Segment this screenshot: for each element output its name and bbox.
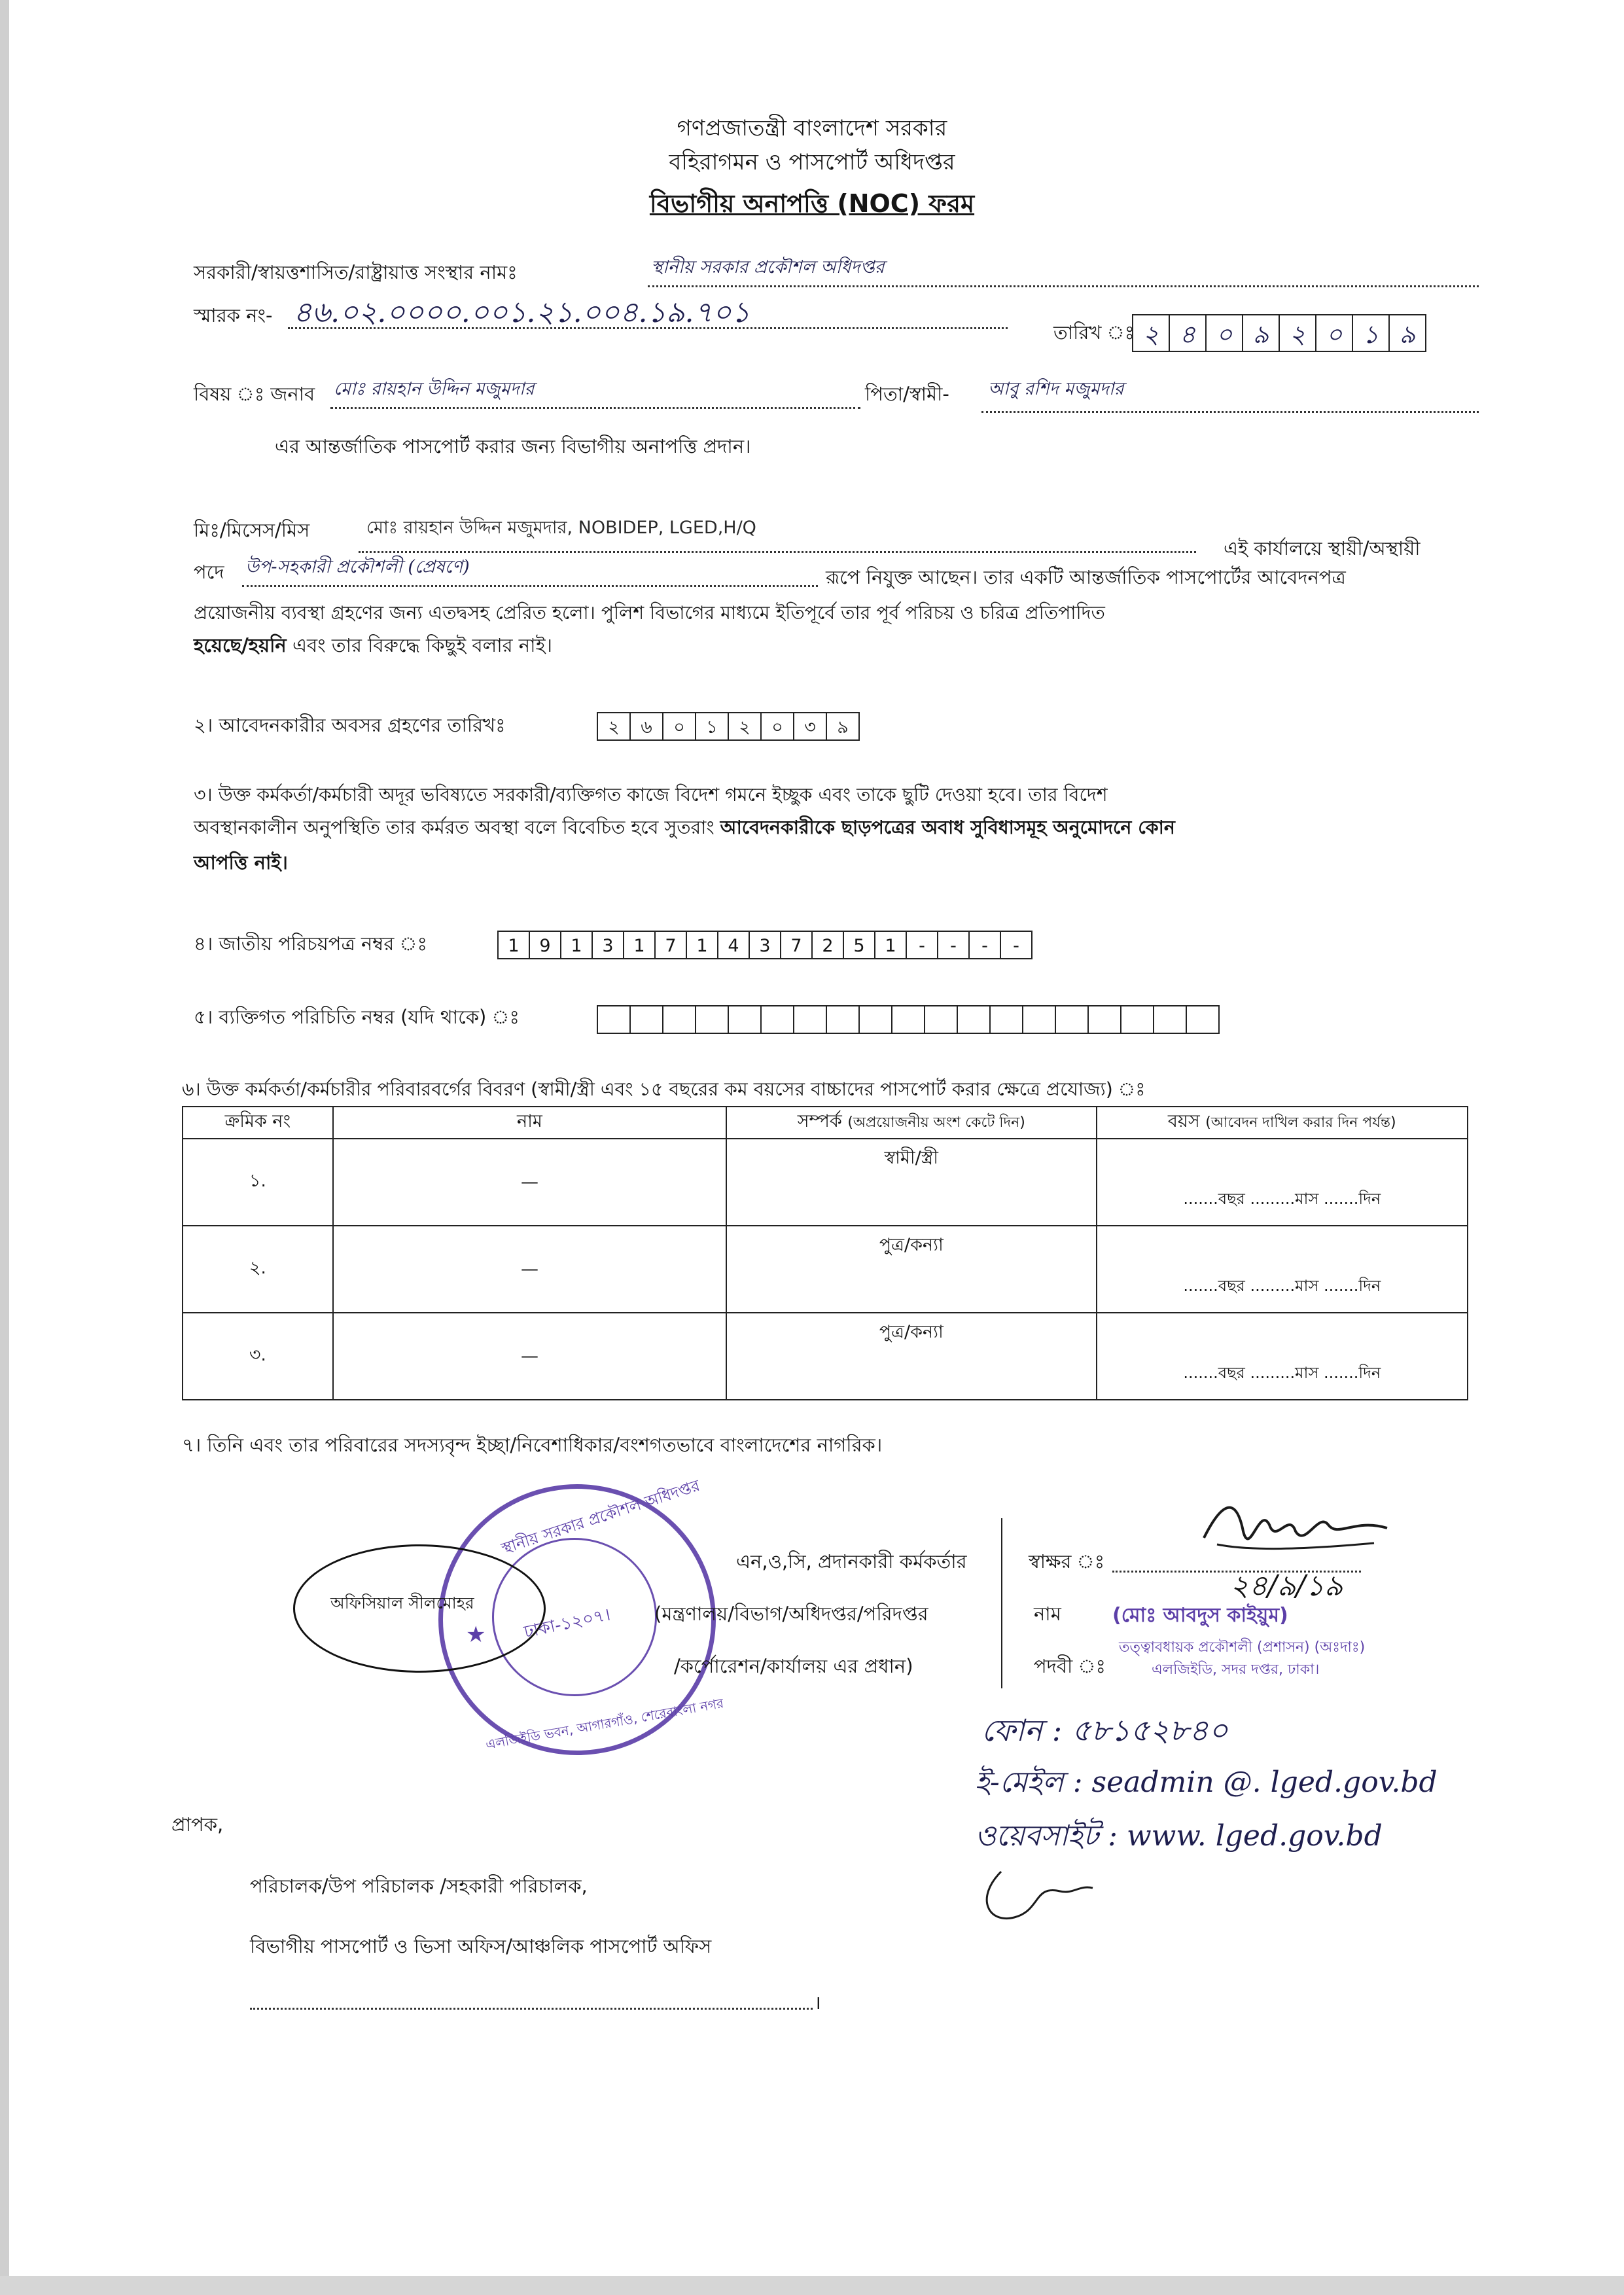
para1-bold: হয়েছে/হয়নি [194,634,287,656]
date-label: তারিখ ঃ [1053,321,1135,344]
employee-name-id: মোঃ রায়হান উদ্দিন মজুমদার, NOBIDEP, LGED,H/Q [366,518,756,538]
family-table [182,1106,1468,1400]
designation-value: তত্ত্বাবধায়ক প্রকৌশলী (প্রশাসন) (অঃদাঃ) [1119,1639,1366,1656]
table-row [183,1226,1468,1313]
subject-name: মোঃ রায়হান উদ্দিন মজুমদার [334,379,535,399]
name-label: নাম [1034,1603,1061,1625]
stamp-bottom-text: এলজিইডি ভবন, আগারগাঁও, শেরেবাংলা নগর [484,1695,725,1752]
family-table-header [183,1107,1468,1139]
digit-box: ৩ [793,712,827,741]
digit-box: 1 [686,931,718,959]
digit-box [629,1005,663,1034]
handwritten-website: ওয়েবসাইট : www. lged.gov.bd [975,1819,1383,1853]
digit-box: 3 [591,931,624,959]
retirement-label: ২। আবেদনকারীর অবসর গ্রহণের তারিখঃ [194,714,506,736]
digit-box [858,1005,892,1034]
digit-box: ২ [1132,314,1170,352]
digit-box: ৯ [1388,314,1426,352]
stamp-star-icon: ★ [466,1622,486,1648]
digit-box: ১ [1352,314,1390,352]
digit-box: 4 [717,931,750,959]
row-age: .......বছর .........মাস .......দিন [1097,1226,1468,1313]
pin-label: ৫। ব্যক্তিগত পরিচিতি নম্বর (যদি থাকে) ঃ [194,1006,520,1028]
digit-box [826,1005,860,1034]
header-name: নাম [333,1107,726,1139]
digit-box: 5 [843,931,875,959]
handwritten-email: ই-মেইল : seadmin @. lged.gov.bd [975,1766,1438,1799]
item3-line2-normal: অবস্থানকালীন অনুপস্থিতি তার কর্মরত অবস্থা বলে বিবেচিত হবে সুতরাং [194,817,715,838]
recipient-line2: বিভাগীয় পাসপোর্ট ও ভিসা অফিস/আঞ্চলিক পাসপোর্ট অফিস [250,1935,712,1957]
salutation: মিঃ/মিসেস/মিস [194,519,310,541]
digit-box: 1 [497,931,530,959]
digit-box [793,1005,827,1034]
row-age: .......বছর .........মাস .......দিন [1097,1313,1468,1400]
family-label: ৬। উক্ত কর্মকর্তা/কর্মচারীর পরিবারবর্গের বিবরণ (স্বামী/স্ত্রী এবং ১৫ বছরের কম বয়সের বাচ্চাদের পাসপোর্ট করার ক্ষেত্রে প্রযোজ্য) ঃ [182,1078,1146,1100]
digit-box [1087,1005,1121,1034]
digit-box: ০ [662,712,696,741]
header-relation: সম্পর্ক (অপ্রয়োজনীয় অংশ কেটে দিন) [726,1107,1096,1139]
row-serial: ১. [183,1139,333,1226]
post-after: রূপে নিযুক্ত আছেন। তার একটি আন্তর্জাতিক পাসপোর্টের আবেদনপত্র [826,566,1346,588]
item3-line2-bold: আবেদনকারীকে ছাড়পত্রের অবাধ সুবিধাসমূহ অনুমোদনে কোন [720,817,1175,838]
sign-label: স্বাক্ষর ঃ [1029,1550,1105,1573]
subject-label: বিষয় ঃ জনাব [194,383,315,405]
recipient-line3-end: । [814,1991,821,2014]
post-label: পদে [194,561,224,583]
item3-line1: ৩। উক্ত কর্মকর্তা/কর্মচারী অদূর ভবিষ্যতে সরকারী/ব্যক্তিগত কাজে বিদেশ গমনে ইচ্ছুক এবং তাকে ছুটি দেওয়া হবে। তার বিদেশ [194,784,1108,806]
scan-bottom-edge [0,2276,1624,2295]
digit-box [1186,1005,1220,1034]
digit-box: 9 [529,931,561,959]
digit-box [1022,1005,1056,1034]
sign-date: ২৪/৯/১৯ [1230,1569,1343,1603]
digit-box: 7 [780,931,813,959]
memo-number: ৪৬.০২.০০০০.০০১.২১.০০৪.১৯.৭০১ [293,296,750,329]
digit-box: ০ [1315,314,1353,352]
subject-name-dotline [330,407,860,409]
nid-label: ৪। জাতীয় পরিচয়পত্র নম্বর ঃ [194,933,427,955]
seal-label: অফিসিয়াল সীলমোহর [330,1593,474,1612]
officer-name: (মোঃ আবদুস কাইয়ুম) [1112,1604,1288,1627]
row-name: — [333,1313,726,1400]
row-age: .......বছর .........মাস .......দিন [1097,1139,1468,1226]
digit-box: ৬ [629,712,663,741]
digit-box [760,1005,794,1034]
digit-box [1120,1005,1154,1034]
office-status: এই কার্যালয়ে স্থায়ী/অস্থায়ী [1224,537,1421,560]
digit-box: ৯ [1242,314,1280,352]
digit-box [1153,1005,1187,1034]
digit-box: ৪ [1169,314,1207,352]
designation-office: এলজিইডি, সদর দপ্তর, ঢাকা। [1152,1662,1320,1678]
handwritten-phone: ফোন : ৫৮১৫২৮৪০ [981,1713,1228,1748]
row-relation: পুত্র/কন্যা [726,1313,1096,1400]
recipient-line1: পরিচালক/উপ পরিচালক /সহকারী পরিচালক, [250,1875,588,1897]
issuer-line1: এন,ও,সি, প্রদানকারী কর্মকর্তার [736,1550,967,1573]
stamp-top-text: স্থানীয় সরকার প্রকৌশল অধিদপ্তর [499,1476,702,1558]
org-label: সরকারী/স্বায়ত্তশাসিত/রাষ্ট্রায়াত্ত সংস্থার নামঃ [194,261,518,283]
digit-box [597,1005,631,1034]
digit-box: 1 [623,931,656,959]
row-name: — [333,1226,726,1313]
form-title: বিভাগীয় অনাপত্তি (NOC) ফরম [649,189,975,218]
org-value: স্থানীয় সরকার প্রকৌশল অধিদপ্তর [651,257,885,277]
digit-box: ০ [760,712,794,741]
stamp-center-text: ঢাকা-১২০৭। [522,1605,612,1643]
recipient-label: প্রাপক, [171,1813,224,1836]
signature-scribble [1197,1486,1394,1571]
digit-box: ২ [597,712,631,741]
digit-box: - [906,931,938,959]
digit-box: - [968,931,1001,959]
digit-box: - [937,931,970,959]
header-serial: ক্রমিক নং [183,1107,333,1139]
header-government: গণপ্রজাতন্ত্রী বাংলাদেশ সরকার [677,115,947,141]
post-value: উপ-সহকারী প্রকৌশলী (প্রেষণে) [245,557,470,577]
digit-box: 3 [749,931,781,959]
initials-scribble [975,1859,1106,1930]
row-serial: ২. [183,1226,333,1313]
employee-dotline [359,551,1196,553]
row-relation: স্বামী/স্ত্রী [726,1139,1096,1226]
digit-box [924,1005,958,1034]
digit-box: ১ [695,712,729,741]
para1-rest: এবং তার বিরুদ্ধে কিছুই বলার নাই। [292,634,552,656]
father-dotline [981,411,1479,413]
row-name: — [333,1139,726,1226]
subject-line2: এর আন্তর্জাতিক পাসপোর্ট করার জন্য বিভাগীয় অনাপত্তি প্রদান। [275,435,751,457]
digit-box: ২ [1279,314,1316,352]
row-serial: ৩. [183,1313,333,1400]
father-label: পিতা/স্বামী- [865,383,949,405]
header-department: বহিরাগমন ও পাসপোর্ট অধিদপ্তর [669,149,955,175]
digit-box: ২ [728,712,762,741]
item3-line3: আপত্তি নাই। [194,851,288,874]
memo-dotline [288,327,1008,329]
citizenship-statement: ৭। তিনি এবং তার পরিবারের সদস্যবৃন্দ ইচ্ছা/নিবেশাধিকার/বংশগতভাবে বাংলাদেশের নাগরিক। [182,1434,883,1456]
digit-box [989,1005,1023,1034]
digit-box [957,1005,991,1034]
signature-divider [1001,1518,1002,1688]
digit-box: 2 [811,931,844,959]
issuer-line2: (মন্ত্রণালয়/বিভাগ/অধিদপ্তর/পরিদপ্তর [654,1603,928,1625]
digit-box: - [1000,931,1033,959]
post-dotline [242,585,818,587]
digit-box [728,1005,762,1034]
father-name: আবু রশিদ মজুমদার [988,379,1124,399]
table-row [183,1139,1468,1226]
digit-box: 1 [560,931,593,959]
issuer-line3: /কর্পোরেশন/কার্যালয় এর প্রধান) [674,1655,913,1677]
digit-box [695,1005,729,1034]
digit-box [891,1005,925,1034]
org-dotline [648,285,1479,287]
recipient-dotline [250,2008,813,2010]
digit-box [662,1005,696,1034]
digit-box: 7 [654,931,687,959]
table-row [183,1313,1468,1400]
digit-box [1055,1005,1089,1034]
memo-label: স্মারক নং- [194,304,273,327]
digit-box: 1 [874,931,907,959]
designation-label: পদবী ঃ [1034,1655,1106,1677]
row-relation: পুত্র/কন্যা [726,1226,1096,1313]
scan-edge [0,0,9,2295]
digit-box: ০ [1205,314,1243,352]
digit-box: ৯ [826,712,860,741]
para1-line3: প্রয়োজনীয় ব্যবস্থা গ্রহণের জন্য এতদ্বসহ প্রেরিত হলো। পুলিশ বিভাগের মাধ্যমে ইতিপূর্বে তার পূর্ব পরিচয় ও চরিত্র প্রতিপাদিত [194,602,1105,624]
header-age: বয়স (আবেদন দাখিল করার দিন পর্যন্ত) [1097,1107,1468,1139]
